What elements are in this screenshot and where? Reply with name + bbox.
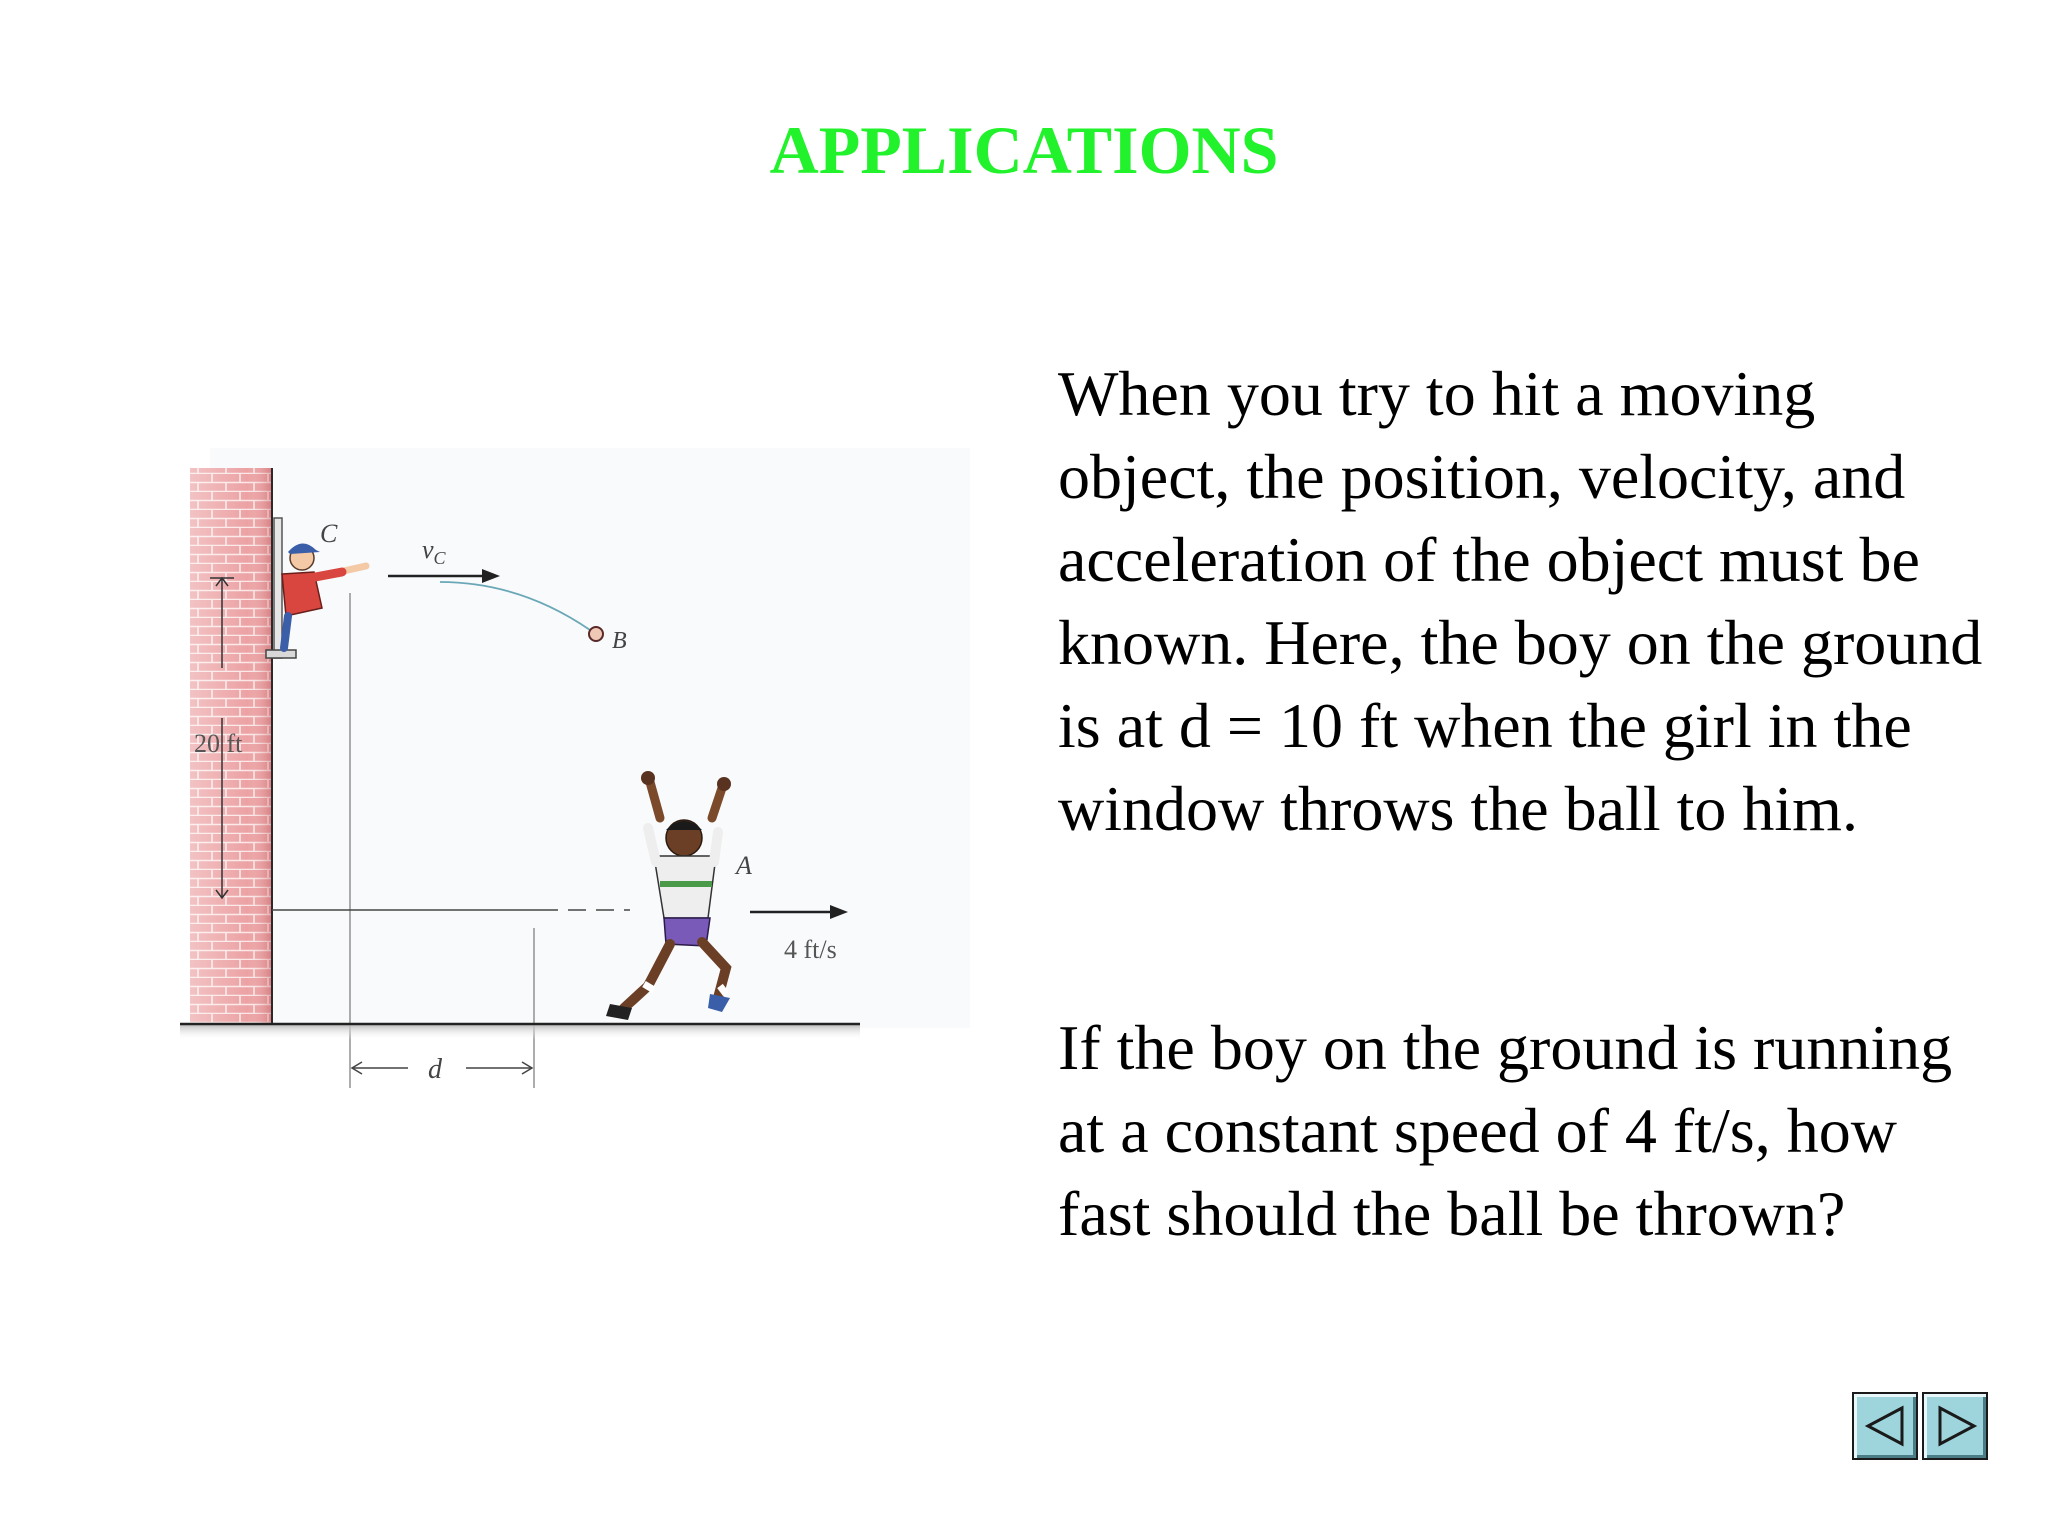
- slide-title: APPLICATIONS: [769, 112, 1279, 188]
- ball: [589, 627, 603, 641]
- label-velocity: $v_C$: [422, 535, 446, 568]
- label-point-a: A: [736, 851, 752, 880]
- next-slide-button[interactable]: [1922, 1392, 1988, 1460]
- ground: [180, 1024, 860, 1040]
- previous-slide-button[interactable]: [1852, 1392, 1918, 1460]
- paragraph-description: When you try to hit a moving object, the position, velocity, and acceleration of the object must be known. Here, the boy on the ground is at d = 10 ft when the girl in the window throws the ball to him.: [1058, 358, 1983, 844]
- triangle-right-icon: [1932, 1402, 1980, 1450]
- label-point-b: B: [612, 628, 627, 654]
- label-point-c: C: [320, 519, 338, 548]
- paragraph-question: If the boy on the ground is running at a constant speed of 4 ft/s, how fast should the ball be thrown?: [1058, 1012, 1953, 1249]
- label-height: 20 ft: [194, 729, 243, 758]
- triangle-left-icon: [1862, 1402, 1910, 1450]
- slide-navigation: [1852, 1392, 1988, 1460]
- label-speed: 4 ft/s: [784, 935, 837, 964]
- label-distance: d: [428, 1054, 442, 1085]
- projectile-figure: [170, 438, 990, 1098]
